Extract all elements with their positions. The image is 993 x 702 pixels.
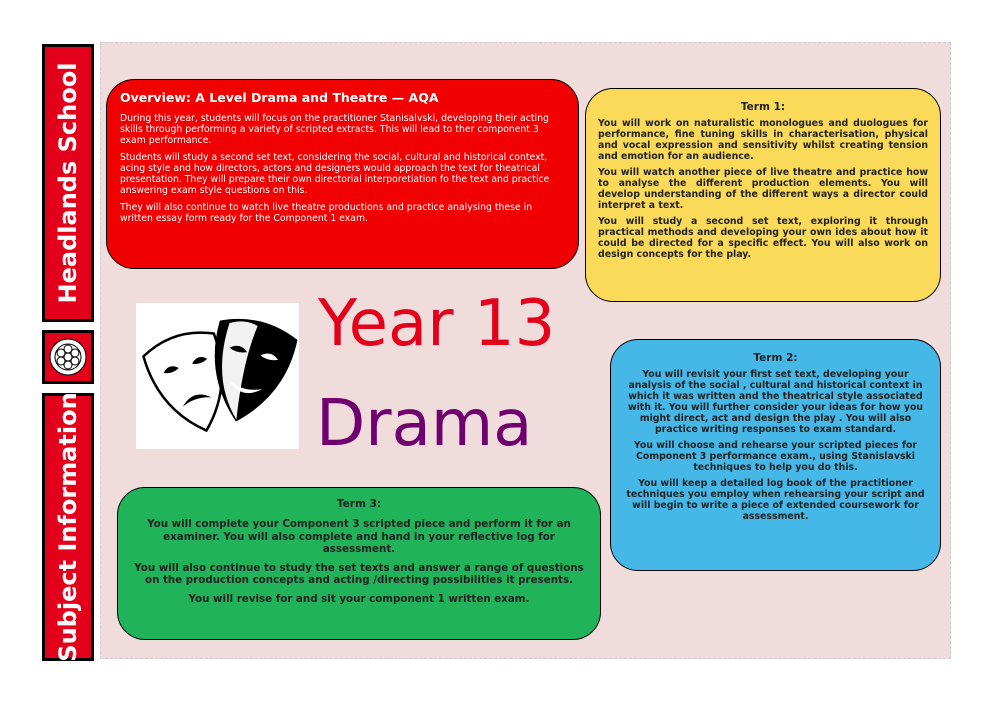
school-name-banner	[42, 44, 94, 322]
term3-panel	[117, 487, 601, 640]
overview-paragraph: During this year, students will focus on the practitioner Stanisalvski, developing their acting skills through performing a variety of scripted extracts. This will lead to ther component 3 exam performance.	[120, 113, 549, 146]
term2-paragraph: You will revisit your first set text, developing your analysis of the social , cultural and historical context in which it was written and the theatrical style associated with it. You will further consider your ideas for how you might direct, act and design the play . You will also practice writing responses to exam standard.	[627, 369, 924, 435]
term1-paragraph: You will study a second set text, exploring it through practical methods and developing your own ides about how it could be directed for a specific effect. You will also work on design concepts for the play.	[598, 216, 928, 260]
term2-paragraph: You will keep a detailed log book of the practitioner techniques you employ when rehearsing your script and will begin to write a piece of extended coursework for assessment.	[626, 478, 925, 522]
school-name: Headlands School	[54, 62, 82, 304]
year-title: Year 13	[318, 287, 556, 361]
overview-heading: Overview: A Level Drama and Theatre — AQA	[120, 90, 439, 105]
term3-paragraph: You will revise for and sit your component 1 written exam.	[188, 592, 530, 605]
term2-paragraph: You will choose and rehearse your scripted pieces for Component 3 performance exam., using Stanislavski techniques to help you do this.	[633, 440, 918, 473]
term2-heading: Term 2:	[753, 352, 798, 364]
term1-paragraph: You will watch another piece of live theatre and practice how to analyse the different production elements. You will develop understanding of the different ways a director could interpret a text.	[598, 167, 928, 211]
theatre-masks-icon	[136, 303, 299, 449]
school-crest-icon	[42, 330, 94, 384]
subject-title: Drama	[316, 387, 533, 461]
subject-info-label: Subject Information	[54, 392, 82, 662]
term2-panel	[610, 339, 941, 571]
term3-paragraph: You will complete your Component 3 scripted piece and perform it for an examiner. You will also complete and hand in your reflective log for assessment.	[147, 518, 571, 555]
term1-heading: Term 1:	[740, 101, 786, 113]
term3-heading: Term 3:	[336, 498, 382, 510]
overview-panel	[106, 79, 579, 269]
subject-info-banner	[42, 393, 94, 661]
term1-panel	[585, 88, 941, 302]
overview-paragraph: Students will study a second set text, considering the social, cultural and historical context, acing style and how directors, actors and designers would approach the text for theatrical presentation. They will prepare their own directorial interporetiation fo the text and practice answering exam style questions on this.	[120, 152, 550, 196]
term1-paragraph: You will work on naturalistic monologues and duologues for performance, fine tuning skills in characterisation, physical and vocal expression and sensitivity whilst creating tension and emotion for an audience.	[598, 118, 928, 162]
overview-paragraph: They will also continue to watch live theatre productions and practice analysing these in written essay form ready for the Component 1 exam.	[120, 202, 533, 224]
term3-paragraph: You will also continue to study the set texts and answer a range of questions on the production concepts and acting /directing possibilities it presents.	[134, 561, 584, 586]
